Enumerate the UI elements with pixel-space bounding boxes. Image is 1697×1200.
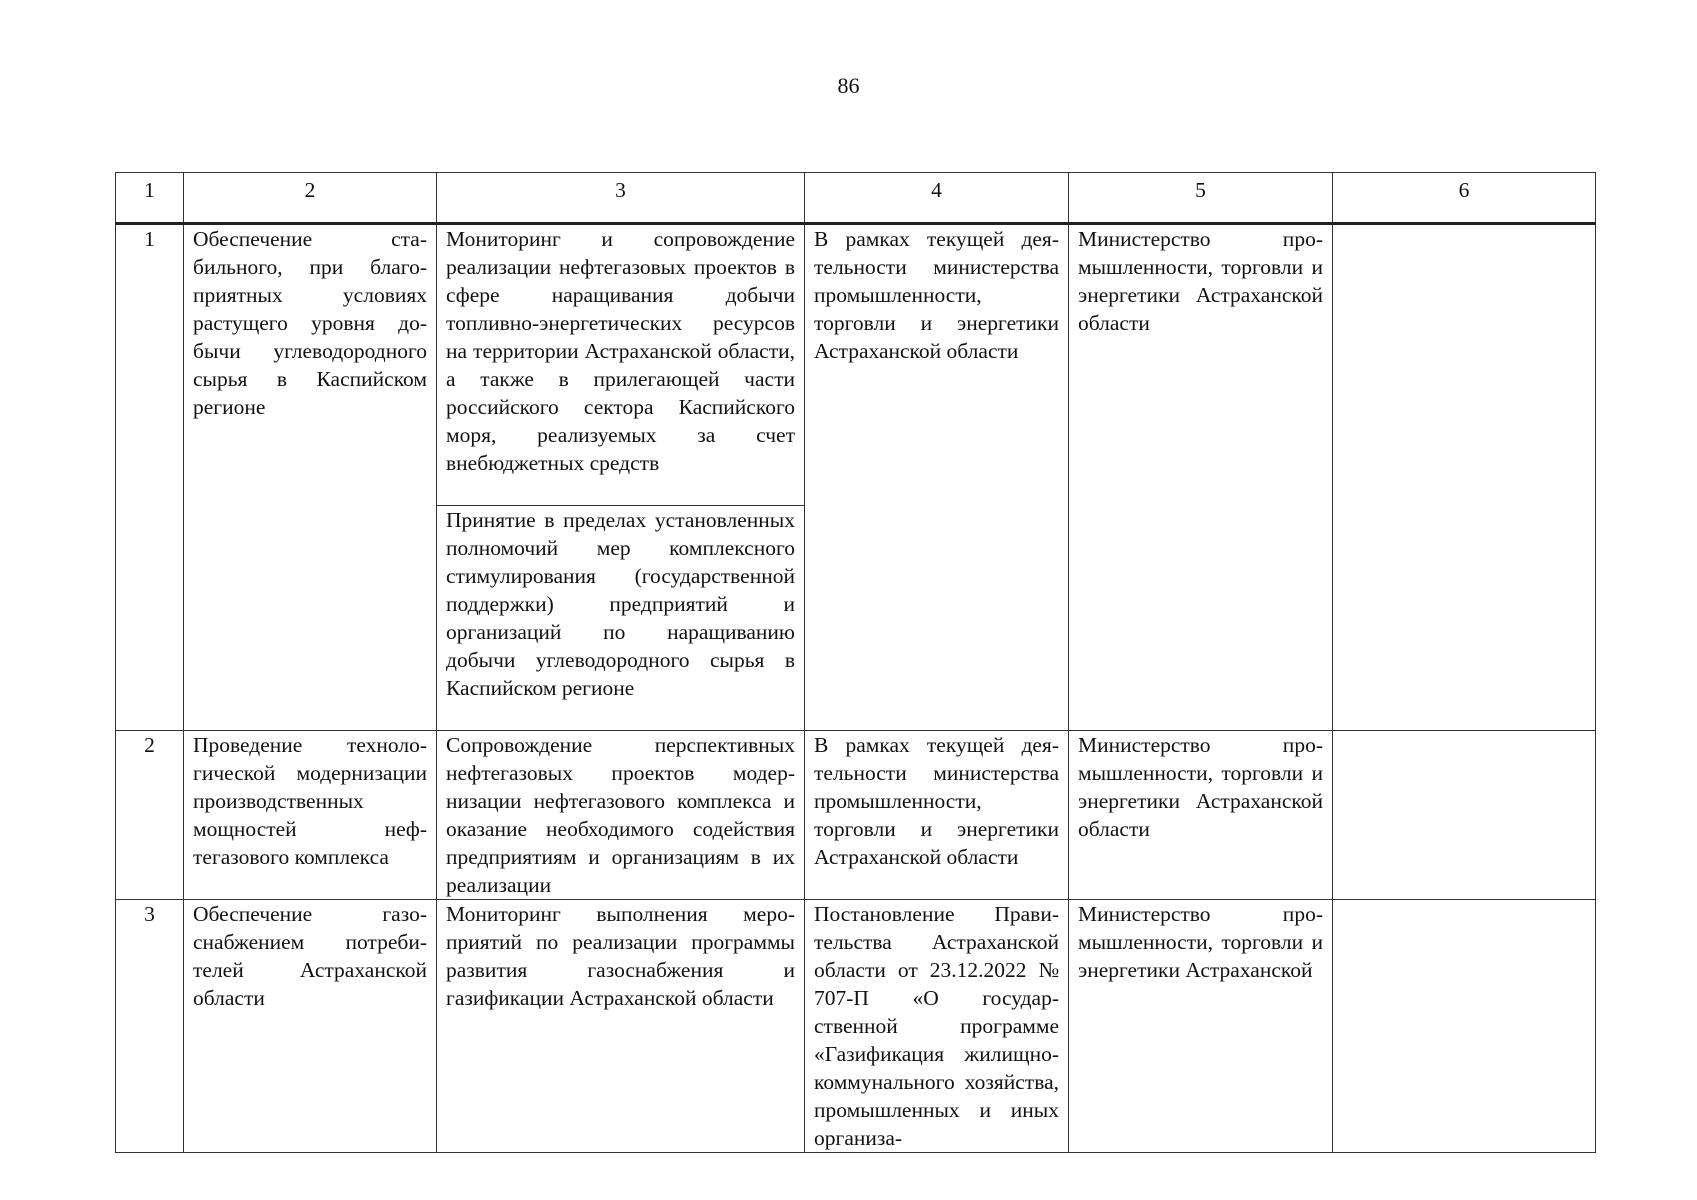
- table-header-row: [116, 173, 1596, 224]
- note-cell: [1333, 224, 1596, 731]
- basis-cell: В рамках текущей деятельности министерства промышленности, торговли и энергетики Астраханской области: [805, 224, 1069, 731]
- measure-cell: Принятие в пределах установленных полномочий мер комплексного стимулирования (государственной поддержки) предприятий и организаций по наращиванию добычи углеводородного сырья в Каспийском регионе: [437, 506, 805, 731]
- task-cell: Проведение технологической модернизации производственных мощностей нефтегазового комплекса: [184, 731, 437, 900]
- basis-cell: Постановление Правительства Астраханской области от 23.12.2022 № 707-П «О государственной программе «Газификация жилищно-коммунального хозяйства, промышленных и иных организа-: [805, 900, 1069, 1153]
- column-header: 3: [437, 173, 805, 224]
- responsible-cell: Министерство промышленности, торговли и энергетики Астраханской области: [1069, 731, 1333, 900]
- column-header: 5: [1069, 173, 1333, 224]
- table-row: [116, 900, 1596, 1153]
- note-cell: [1333, 731, 1596, 900]
- table-row: [116, 731, 1596, 900]
- measure-cell: Сопровождение перспективных нефтегазовых проектов модернизации нефтегазового комплекса и оказание необходимого содействия предприятиям и организациям в их реализации: [437, 731, 805, 900]
- column-header: 2: [184, 173, 437, 224]
- column-header: 1: [116, 173, 184, 224]
- column-header: 4: [805, 173, 1069, 224]
- note-cell: [1333, 900, 1596, 1153]
- responsible-cell: Министерство промышленности, торговли и энергетики Астраханской: [1069, 900, 1333, 1153]
- responsible-cell: Министерство промышленности, торговли и энергетики Астраханской области: [1069, 224, 1333, 731]
- measure-cell: Мониторинг выполнения мероприятий по реализации программы развития газоснабжения и газификации Астраханской области: [437, 900, 805, 1153]
- row-number: 2: [116, 731, 184, 900]
- basis-cell: В рамках текущей деятельности министерства промышленности, торговли и энергетики Астраханской области: [805, 731, 1069, 900]
- task-cell: Обеспечение стабильного, при благоприятных условиях растущего уровня добычи углеводородного сырья в Каспийском регионе: [184, 224, 437, 731]
- row-number: 3: [116, 900, 184, 1153]
- task-cell: Обеспечение газоснабжением потребителей Астраханской области: [184, 900, 437, 1153]
- row-number: 1: [116, 224, 184, 731]
- page-number: 86: [837, 73, 860, 98]
- column-header: 6: [1333, 173, 1596, 224]
- measures-table: [115, 172, 1596, 1153]
- table-row: [116, 224, 1596, 506]
- measure-cell: Мониторинг и сопровождение реализации нефтегазовых проектов в сфере наращивания добычи топливно-энергетических ресурсов на территории Астраханской области, а также в прилегающей части российского сектора Каспийского моря, реализуемых за счет внебюджетных средств: [437, 224, 805, 506]
